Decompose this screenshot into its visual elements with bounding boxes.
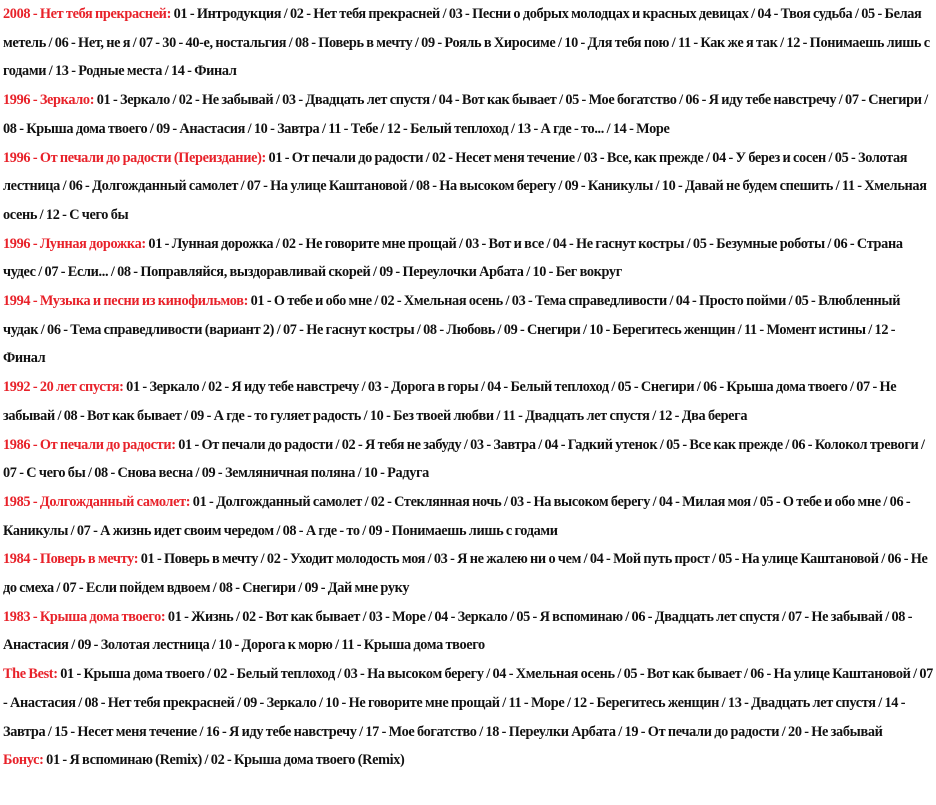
album-title: 1986 - От печали до радости: [3, 436, 176, 453]
album-entry [3, 287, 933, 373]
album-title: 1994 - Музыка и песни из кинофильмов: [3, 293, 248, 310]
album-title: 1996 - От печали до радости (Переиздание): [3, 149, 266, 166]
album-tracklist: 01 - От печали до радости / 02 - Несет меня течение / 03 - Все, как прежде / 04 - У берез и сосен / 05 - Золотая лестница / 06 - Долгожданный самолет / 07 - На улице Каштановой / 08 - На высоком берегу / 09 - Каникулы / 10 - Давай не будем спешить / 11 - Хмельная осень / 12 - С чего бы [3, 149, 927, 223]
album-tracklist: 01 - О тебе и обо мне / 02 - Хмельная осень / 03 - Тема справедливости / 04 - Просто пойми / 05 - Влюбленный чудак / 06 - Тема справедливости (вариант 2) / 07 - Не гаснут костры / 08 - Любовь / 09 - Снегири / 10 - Берегитесь женщин / 11 - Момент истины / 12 - Финал [3, 293, 901, 367]
album-entry [3, 746, 933, 775]
album-tracklist: 01 - Поверь в мечту / 02 - Уходит молодость моя / 03 - Я не жалею ни о чем / 04 - Мой путь прост / 05 - На улице Каштановой / 06 - Не до смеха / 07 - Если пойдем вдвоем / 08 - Снегири / 09 - Дай мне руку [3, 551, 928, 597]
album-entry [3, 660, 933, 746]
album-title: 1983 - Крыша дома твоего: [3, 608, 166, 625]
album-entry [3, 144, 933, 230]
album-entry [3, 488, 933, 545]
album-title: Бонус: [3, 752, 44, 769]
album-tracklist: 01 - Зеркало / 02 - Не забывай / 03 - Двадцать лет спустя / 04 - Вот как бывает / 05 - Мое богатство / 06 - Я иду тебе навстречу / 07 - Снегири / 08 - Крыша дома твоего / 09 - Анастасия / 10 - Завтра / 11 - Тебе / 12 - Белый теплоход / 13 - А где - то... / 14 - Море [3, 92, 928, 137]
album-entry [3, 545, 933, 602]
album-title: 1996 - Зеркало: [3, 92, 95, 109]
album-entry [3, 603, 933, 660]
album-tracklist: 01 - Долгожданный самолет / 02 - Стеклянная ночь / 03 - На высоком берегу / 04 - Милая моя / 05 - О тебе и обо мне / 06 - Каникулы / 07 - А жизнь идет своим чередом / 08 - А где - то / 09 - Понимаешь лишь с годами [3, 493, 911, 539]
album-title: 1992 - 20 лет спустя: [3, 379, 124, 396]
album-entry [3, 431, 933, 488]
album-tracklist: 01 - От печали до радости / 02 - Я тебя не забуду / 03 - Завтра / 04 - Гадкий утенок / 05 - Все как прежде / 06 - Колокол тревоги / 07 - С чего бы / 08 - Снова весна / 09 - Земляничная поляна / 10 - Радуга [3, 436, 925, 482]
album-entry [3, 0, 933, 86]
album-title: 1984 - Поверь в мечту: [3, 551, 139, 568]
album-title: The Best: [3, 666, 58, 683]
album-entry [3, 373, 933, 430]
album-tracklist: 01 - Зеркало / 02 - Я иду тебе навстречу / 03 - Дорога в горы / 04 - Белый теплоход / 05 - Снегири / 06 - Крыша дома твоего / 07 - Не забывай / 08 - Вот как бывает / 09 - А где - то гуляет радость / 10 - Без твоей любви / 11 - Двадцать лет спустя / 12 - Два берега [3, 379, 897, 424]
album-title: 1985 - Долгожданный самолет: [3, 493, 191, 510]
album-tracklist: 01 - Я вспоминаю (Remix) / 02 - Крыша дома твоего (Remix) [43, 752, 405, 769]
album-entry [3, 230, 933, 287]
album-tracklist: 01 - Крыша дома твоего / 02 - Белый теплоход / 03 - На высоком берегу / 04 - Хмельная осень / 05 - Вот как бывает / 06 - На улице Каштановой / 07 - Анастасия / 08 - Нет тебя прекрасней / 09 - Зеркало / 10 - Не говорите мне прощай / 11 - Море / 12 - Берегитесь женщин / 13 - Двадцать лет спустя / 14 - Завтра / 15 - Несет меня течение / 16 - Я иду тебе навстречу / 17 - Мое богатство / 18 - Переулки Арбата / 19 - От печали до радости / 20 - Не забывай [3, 666, 933, 740]
album-tracklist: 01 - Лунная дорожка / 02 - Не говорите мне прощай / 03 - Вот и все / 04 - Не гаснут костры / 05 - Безумные роботы / 06 - Страна чудес / 07 - Если... / 08 - Поправляйся, выздоравливай скорей / 09 - Переулочки Арбата / 10 - Бег вокруг [3, 235, 903, 281]
album-entry [3, 86, 933, 143]
album-tracklist: 01 - Интродукция / 02 - Нет тебя прекрасней / 03 - Песни о добрых молодцах и красных девицах / 04 - Твоя судьба / 05 - Белая метель / 06 - Нет, не я / 07 - 30 - 40-е, ностальгия / 08 - Поверь в мечту / 09 - Рояль в Хиросиме / 10 - Для тебя пою / 11 - Как же я так / 12 - Понимаешь лишь с годами / 13 - Родные места / 14 - Финал [3, 6, 930, 80]
album-title: 2008 - Нет тебя прекрасней: [3, 6, 171, 22]
album-tracklist: 01 - Жизнь / 02 - Вот как бывает / 03 - Море / 04 - Зеркало / 05 - Я вспоминаю / 06 - Двадцать лет спустя / 07 - Не забывай / 08 - Анастасия / 09 - Золотая лестница / 10 - Дорога к морю / 11 - Крыша дома твоего [3, 608, 913, 654]
album-title: 1996 - Лунная дорожка: [3, 235, 146, 252]
